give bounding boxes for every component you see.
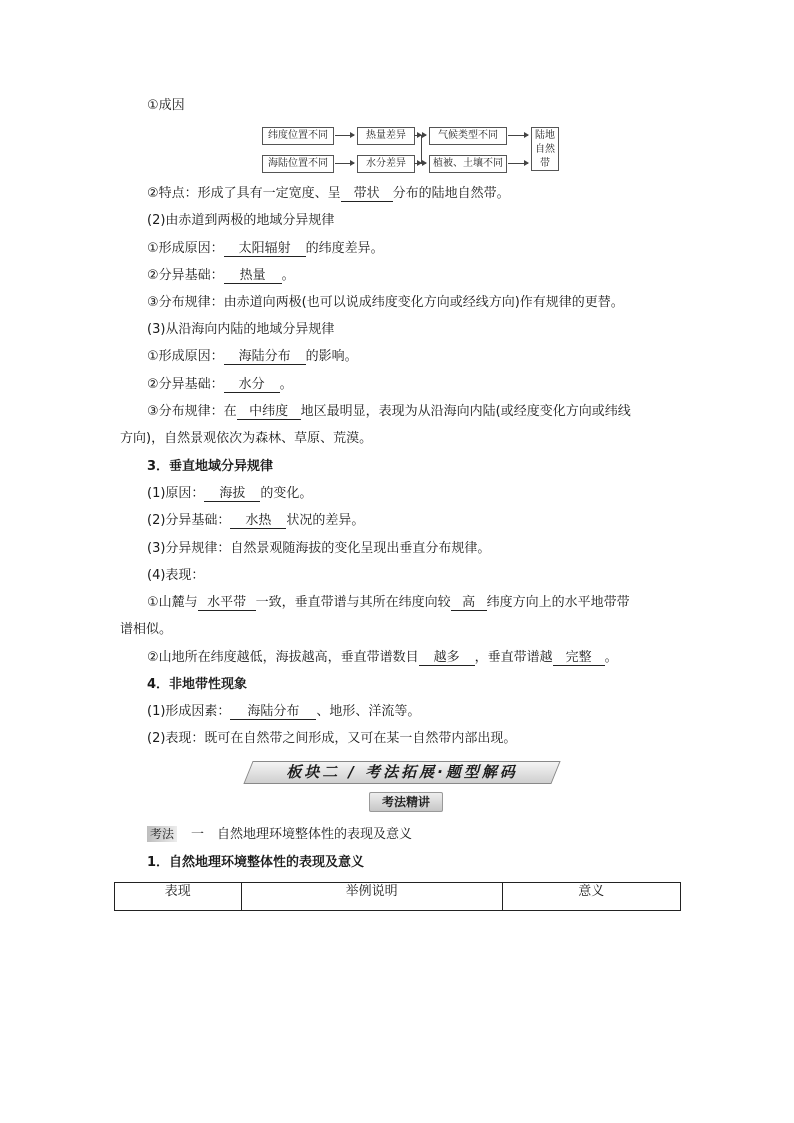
answer-blank: 完整 xyxy=(553,650,605,666)
flow-arrow xyxy=(508,163,528,164)
line-rule-2 xyxy=(147,403,631,421)
flow-box-water: 水分差异 xyxy=(357,155,415,173)
kaofa-title: 自然地理环境整体性的表现及意义 xyxy=(217,827,413,842)
text: ①形成原因： xyxy=(147,241,224,256)
heading-integrity: 1．自然地理环境整体性的表现及意义 xyxy=(147,855,365,870)
cause-flow-diagram xyxy=(262,124,562,174)
answer-blank: 中纬度 xyxy=(237,404,301,420)
answer-blank: 水热 xyxy=(230,513,286,529)
flow-connector xyxy=(414,135,421,136)
heading-azonal: 4．非地带性现象 xyxy=(147,677,248,692)
line-azonal-factors xyxy=(147,703,420,721)
line-azonal-performance: (2)表现：既可在自然带之间形成，又可在某一自然带内部出现。 xyxy=(147,731,517,746)
answer-blank: 越多 xyxy=(419,650,475,666)
text: 。 xyxy=(281,268,295,283)
line-rule-2-cont: 方向)，自然景观依次为森林、草原、荒漠。 xyxy=(120,431,373,446)
text: ，垂直带谱越 xyxy=(474,650,553,665)
text: 、地形、洋流等。 xyxy=(316,704,421,719)
line-basis-2 xyxy=(147,376,293,394)
text: ③分布规律：在 xyxy=(147,404,237,419)
table-header-row xyxy=(115,883,681,911)
flow-box-vegetation: 植被、土壤不同 xyxy=(429,155,507,173)
line-cause-2 xyxy=(147,348,358,366)
paragraph-feature xyxy=(147,185,510,203)
line-cause-1 xyxy=(147,240,384,258)
sub-banner-title: 考法精讲 xyxy=(381,795,430,809)
text: 地区最明显，表现为从沿海向内陆(或经度变化方向或纬线 xyxy=(300,404,631,419)
text: ②特点：形成了具有一定宽度、呈 xyxy=(147,186,341,201)
line-rule-3: (3)分异规律：自然景观随海拔的变化呈现出垂直分布规律。 xyxy=(147,541,491,556)
answer-blank: 海陆分布 xyxy=(224,349,306,365)
text: ②分异基础： xyxy=(147,377,224,392)
text: (2)分异基础： xyxy=(147,513,231,528)
flow-connector xyxy=(421,135,422,163)
text: 。 xyxy=(604,650,618,665)
banner-title: 板块二 / 考法拓展·题型解码 xyxy=(286,763,518,781)
kaofa-tag: 考法 xyxy=(147,826,177,842)
text: 状况的差异。 xyxy=(286,513,365,528)
line-performance-1 xyxy=(147,594,630,612)
line-performance-2 xyxy=(147,649,618,667)
flow-arrow xyxy=(421,163,426,164)
heading-vertical-rule: 3．垂直地域分异规律 xyxy=(147,459,274,474)
answer-blank: 海陆分布 xyxy=(230,704,316,720)
answer-blank: 水分 xyxy=(224,377,280,393)
answer-blank: 热量 xyxy=(224,268,282,284)
text: 的影响。 xyxy=(305,349,358,364)
flow-arrow xyxy=(335,135,354,136)
integrity-table xyxy=(114,882,681,911)
subheading-coast-inland: (3)从沿海向内陆的地域分异规律 xyxy=(147,322,335,337)
sub-banner xyxy=(369,792,443,812)
table-header-cell: 表现 xyxy=(115,883,242,911)
flow-box-natural-zone: 陆地自然带 xyxy=(531,127,559,171)
table-header-cell: 举例说明 xyxy=(241,883,502,911)
flow-box-heat: 热量差异 xyxy=(357,127,415,145)
text: 。 xyxy=(279,377,293,392)
line-cause-3 xyxy=(147,485,312,503)
flow-arrow xyxy=(421,135,426,136)
flow-arrow xyxy=(335,163,354,164)
kaofa-number: 一 xyxy=(191,827,205,842)
line-rule-1: ③分布规律：由赤道向两极(也可以说成纬度变化方向或经线方向)作有规律的更替。 xyxy=(147,295,624,310)
answer-blank: 高 xyxy=(451,595,487,611)
section-cause-label: ①成因 xyxy=(147,98,185,113)
line-performance-1-cont: 谱相似。 xyxy=(120,622,173,637)
text: 纬度方向上的水平地带带 xyxy=(486,595,630,610)
answer-blank: 带状 xyxy=(341,186,393,202)
text: 分布的陆地自然带。 xyxy=(392,186,510,201)
flow-arrow xyxy=(508,135,528,136)
text: (1)原因： xyxy=(147,486,205,501)
text: (1)形成因素： xyxy=(147,704,231,719)
text: 的纬度差异。 xyxy=(305,241,384,256)
section-banner xyxy=(248,761,556,784)
text: ①形成原因： xyxy=(147,349,224,364)
subheading-equator-poles: (2)由赤道到两极的地域分异规律 xyxy=(147,213,335,228)
text: 一致，垂直带谱与其所在纬度向较 xyxy=(255,595,451,610)
line-basis-1 xyxy=(147,267,295,285)
line-basis-3 xyxy=(147,512,364,530)
flow-box-climate: 气候类型不同 xyxy=(429,127,507,145)
line-performance: (4)表现： xyxy=(147,568,205,583)
answer-blank: 水平带 xyxy=(198,595,256,611)
flow-box-latitude: 纬度位置不同 xyxy=(262,127,334,145)
flow-box-land-sea: 海陆位置不同 xyxy=(262,155,334,173)
answer-blank: 太阳辐射 xyxy=(224,241,306,257)
table-header-cell: 意义 xyxy=(502,883,680,911)
text: ①山麓与 xyxy=(147,595,198,610)
answer-blank: 海拔 xyxy=(204,486,260,502)
flow-connector xyxy=(414,163,421,164)
text: ②山地所在纬度越低，海拔越高，垂直带谱数目 xyxy=(147,650,419,665)
text: 的变化。 xyxy=(260,486,313,501)
text: ②分异基础： xyxy=(147,268,224,283)
